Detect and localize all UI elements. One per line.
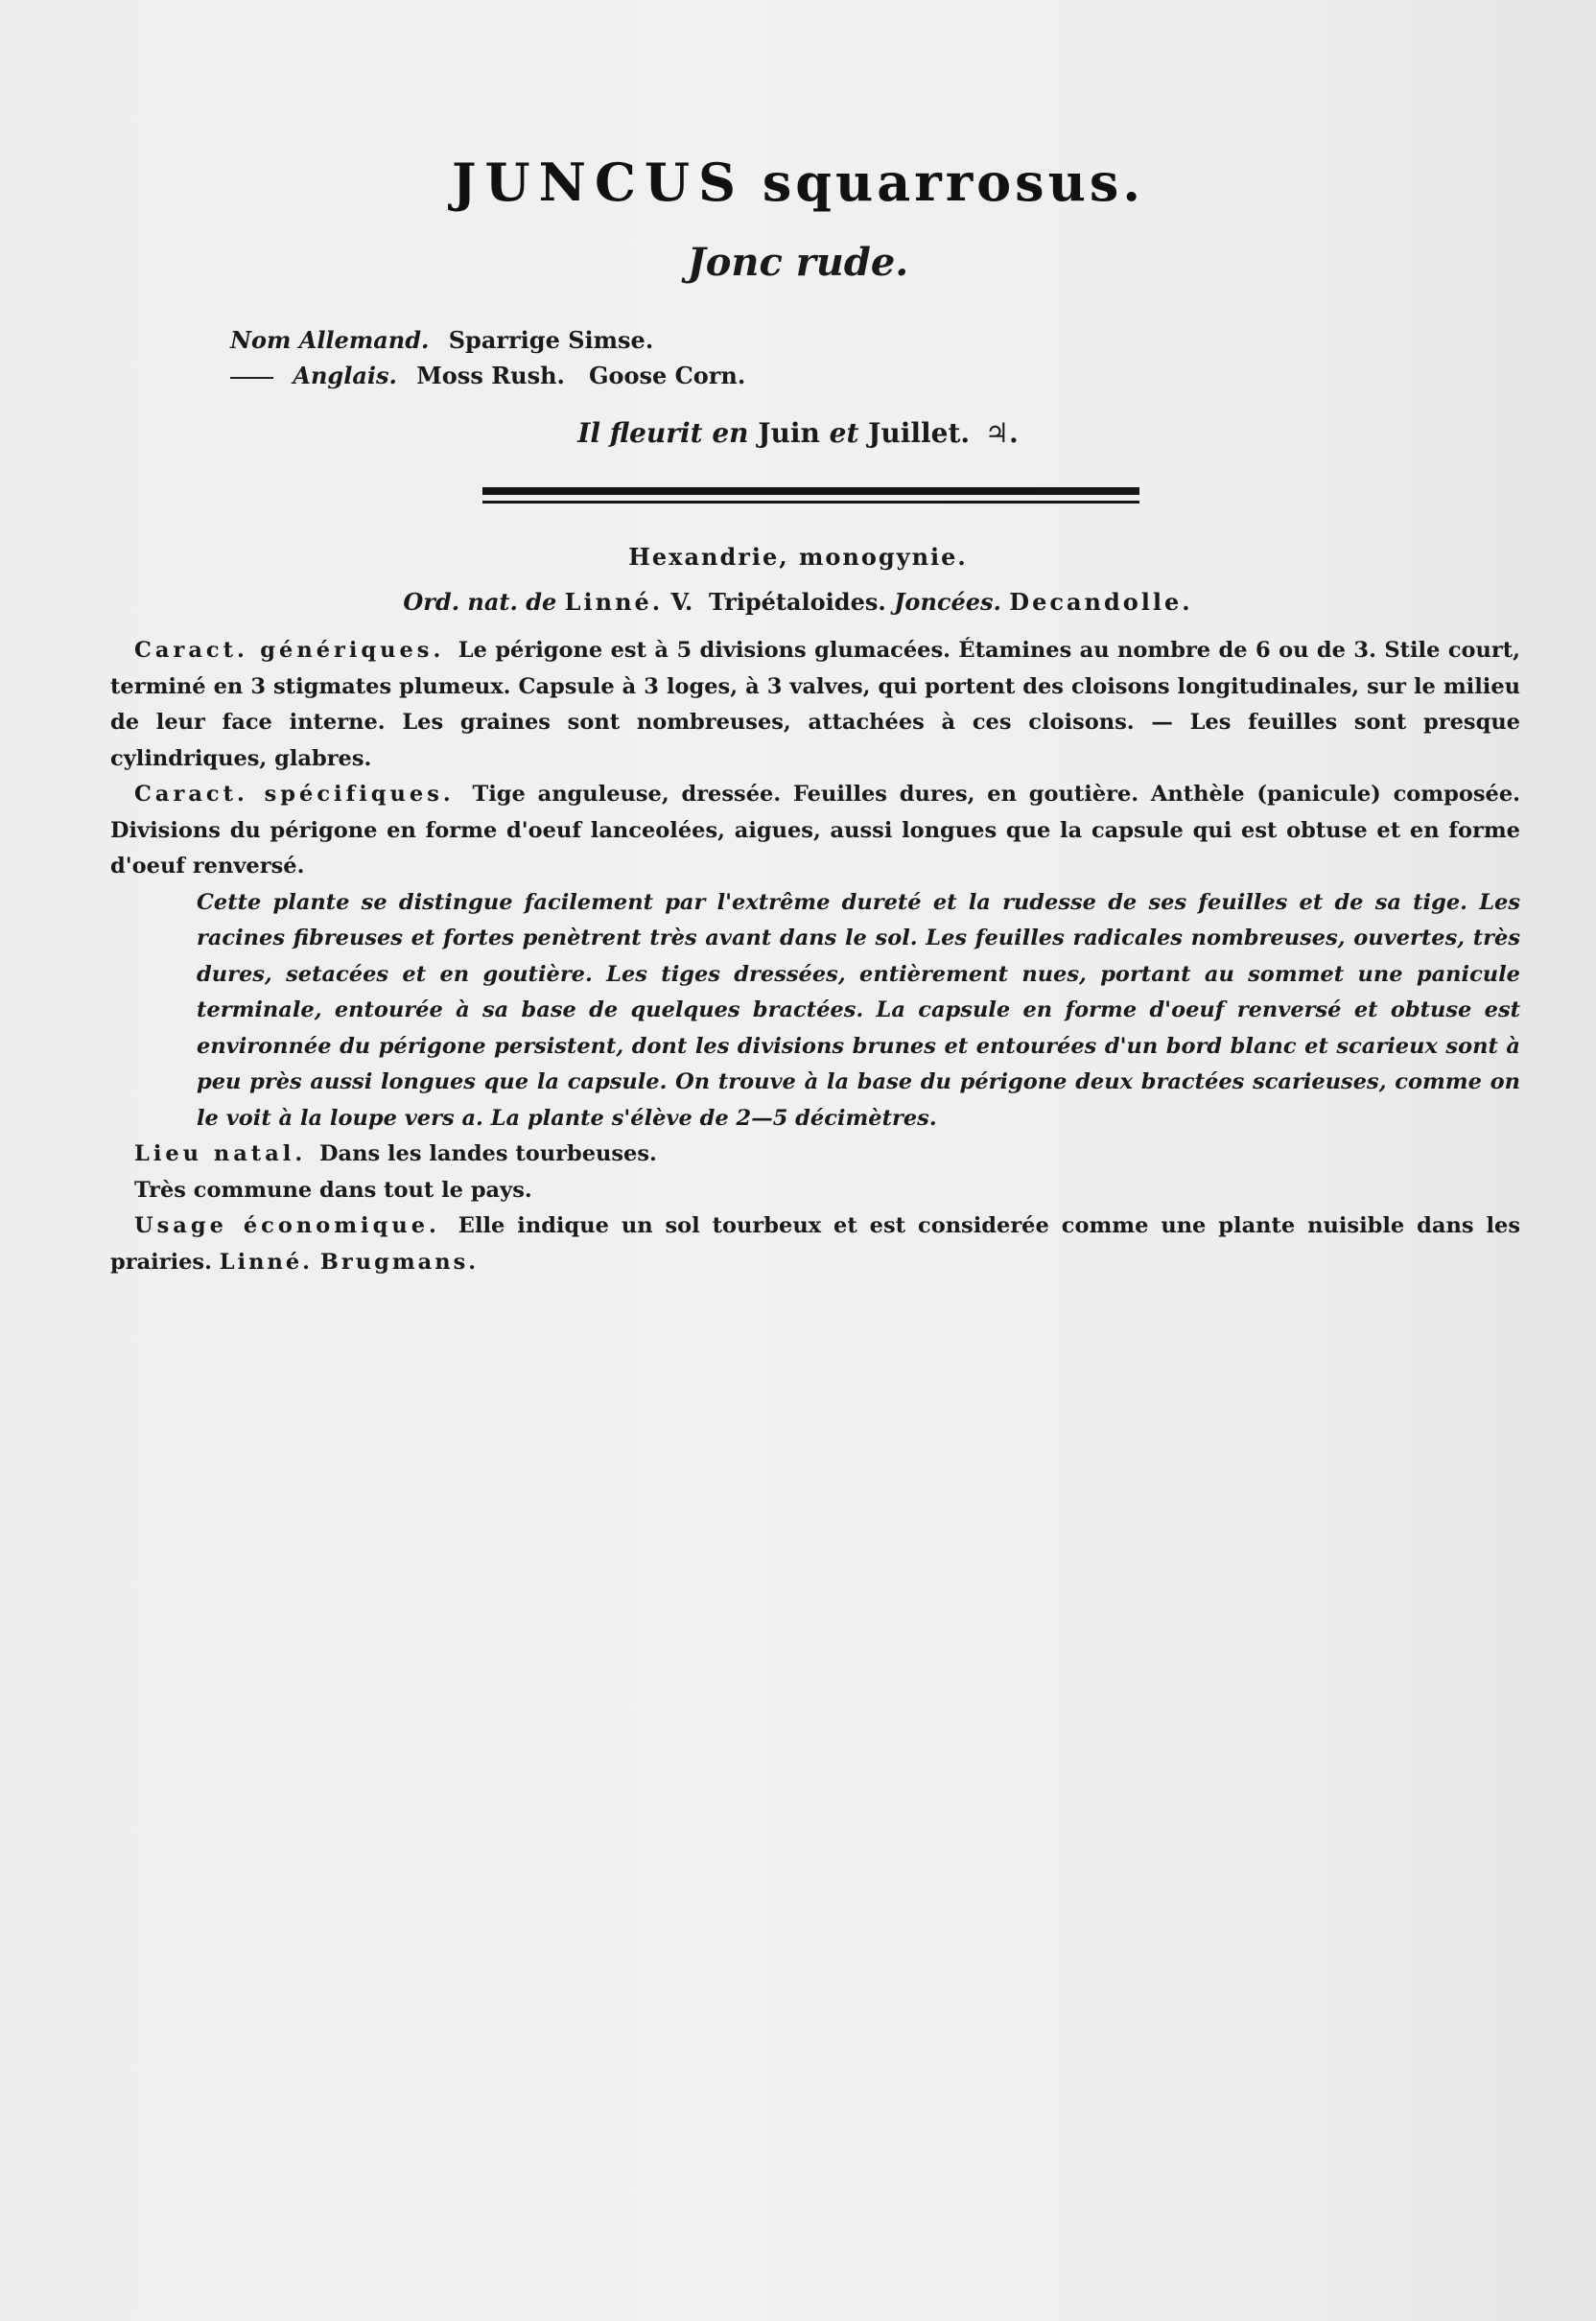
- title-species: squarrosus.: [762, 152, 1145, 213]
- page-title: [0, 152, 1596, 213]
- habitat-label: Lieu natal.: [134, 1141, 307, 1166]
- specific-characters: [110, 777, 1520, 885]
- ord-nat-linne: Linné.: [564, 588, 664, 616]
- flowering-period: [0, 417, 1596, 449]
- linnaean-classification: Hexandrie, monogynie.: [628, 543, 968, 571]
- generic-characters: [110, 633, 1520, 777]
- habitat: [110, 1137, 1520, 1173]
- ord-nat-label: Ord. nat.: [403, 588, 518, 616]
- flowering-text-d: et: [829, 417, 859, 449]
- generic-label: Caract. génériques.: [134, 638, 445, 663]
- usage-author-linne: Linné.: [219, 1249, 314, 1275]
- habitat-text: Dans les landes tourbeuses.: [319, 1141, 657, 1166]
- common-names: [230, 326, 745, 397]
- usage-label: Usage économique.: [134, 1213, 440, 1238]
- title-genus: JUNCUS: [451, 152, 745, 213]
- thick-divider: [482, 487, 1139, 495]
- plant-description: [110, 885, 1520, 1137]
- frequency: Très commune dans tout le pays.: [134, 1177, 532, 1203]
- flowering-text-a: Il fleurit: [577, 417, 703, 449]
- description-body: [110, 633, 1520, 1280]
- specific-text: Tige anguleuse, dressée. Feuilles dures, en goutière. Anthèle (panicule) composée. Divisions du périgone en forme d'oeuf lanceolées, aigues, aussi longues que la capsule qui est obtuse et en forme d'oeuf renversé.: [110, 782, 1520, 879]
- ditto-dash: [230, 377, 273, 379]
- ord-nat-decandolle: Decandolle.: [1009, 588, 1193, 616]
- english-label: Anglais.: [293, 362, 397, 389]
- generic-text: Le périgone est à 5 divisions glumacées. Étamines au nombre de 6 ou de 3. Stile court, terminé en 3 stigmates plumeux. Capsule à 3 loges, à 3 valves, qui portent des cloisons longitudinales, sur le milieu de leur face interne. Les graines sont nombreuses, attachées à ces cloisons. — Les feuilles sont presque cylindriques, glabres.: [110, 638, 1520, 771]
- english-name-row: [230, 362, 745, 397]
- economic-usage: [110, 1208, 1520, 1280]
- usage-author-brugmans: Brugmans.: [319, 1249, 480, 1275]
- specific-label: Caract. spécifiques.: [134, 782, 455, 807]
- perennial-symbol: ♃.: [984, 417, 1019, 449]
- ord-nat-de: de: [526, 588, 557, 616]
- natural-order: [0, 588, 1596, 616]
- german-value: Sparrige Simse.: [448, 326, 654, 354]
- flowering-text-c: Juin: [758, 417, 820, 449]
- french-name: Jonc rude.: [687, 240, 909, 285]
- description-text: Cette plante se distingue facilement par l'extrême dureté et la rudesse de ses feuilles et de sa tige. Les racines fibreuses et fortes penètrent très avant dans le sol. Les feuilles radicales nombreuses, ouvertes, très dures, setacées et en goutière. Les tiges dressées, entièrement nues, portant au sommet une panicule terminale, entourée à sa base de quelques bractées. La capsule en forme d'oeuf renversé et obtuse est environnée du périgone persistent, dont les divisions brunes et entourées d'un bord blanc et scarieux sont à peu près aussi longues que la capsule. On trouve à la base du périgone deux bractées scarieuses, comme on le voit à la loupe vers a. La plante s'élève de 2—5 décimètres.: [197, 889, 1520, 1131]
- flowering-text-e: Juillet.: [868, 417, 971, 449]
- english-value: Moss Rush. Goose Corn.: [416, 362, 746, 389]
- usage-text: Elle indique un sol tourbeux et est considerée comme une plante nuisible dans les prairies.: [110, 1213, 1520, 1275]
- ord-nat-rest: V. Tripétaloides.: [670, 588, 886, 616]
- flowering-text-b: en: [712, 417, 749, 449]
- german-name-row: [230, 326, 745, 362]
- ord-nat-joncees: Joncées.: [894, 588, 1001, 616]
- german-label: Nom Allemand.: [230, 326, 430, 354]
- thin-divider: [482, 501, 1139, 504]
